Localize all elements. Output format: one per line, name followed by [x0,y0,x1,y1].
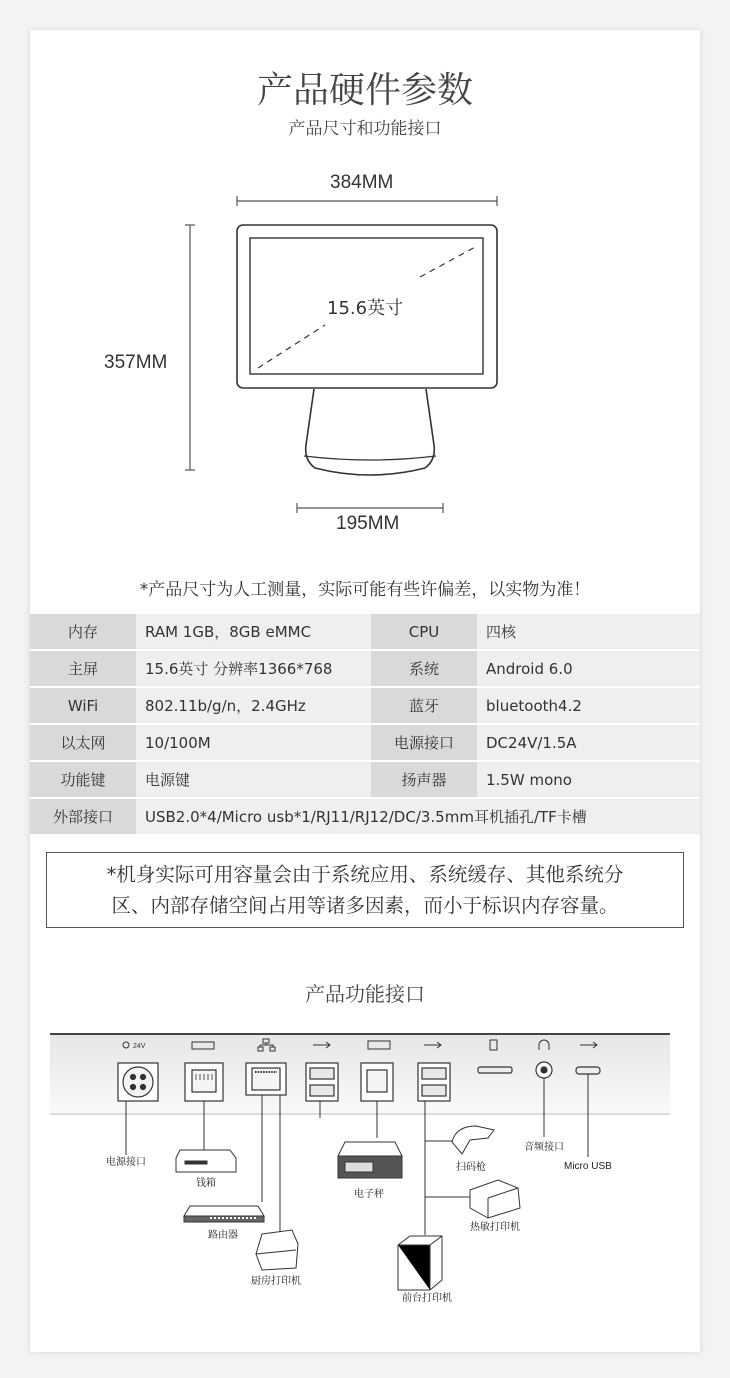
label-kitchen-printer: 厨房打印机 [251,1276,301,1287]
screen-size-label: 15.6英寸 [327,298,404,319]
thermal-printer-device [470,1180,520,1218]
table-row [30,762,700,797]
spec-value: 10/100M [136,725,371,760]
front-printer-device [398,1236,442,1290]
usb-port-pair [306,1063,338,1101]
spec-label: 内存 [30,614,136,649]
spec-value: 四核 [477,614,700,649]
spec-label: CPU [371,614,477,649]
table-row [30,614,700,649]
spec-label: 蓝牙 [371,688,477,723]
spec-label: 主屏 [30,651,136,686]
label-cashbox: 钱箱 [196,1178,216,1189]
spec-value: 1.5W mono [477,762,700,797]
usb-port-pair [418,1063,450,1101]
storage-note-line: *机身实际可用容量会由于系统应用、系统缓存、其他系统分 [106,863,624,886]
table-row [30,799,700,834]
table-row [30,688,700,723]
spec-value: 15.6英寸 分辨率1366*768 [136,651,371,686]
height-dimension-line [185,225,195,470]
storage-note-line: 区、内部存储空间占用等诸多因素，而小于标识内存容量。 [111,894,619,917]
spec-value: 802.11b/g/n，2.4GHz [136,688,371,723]
base-width-label: 195MM [336,513,400,534]
audio-jack [536,1062,552,1078]
label-micro-usb: Micro USB [564,1161,612,1172]
base-dimension-line [297,503,443,513]
interface-diagram [0,1030,730,1310]
storage-note-box [46,852,684,928]
interfaces-title: 产品功能接口 [305,982,425,1006]
page-title: 产品硬件参数 [256,70,473,111]
spec-label: 系统 [371,651,477,686]
spec-label: 扬声器 [371,762,477,797]
spec-value: USB2.0*4/Micro usb*1/RJ11/RJ12/DC/3.5mm耳机插孔/TF卡槽 [136,799,700,834]
label-front-printer: 前台打印机 [402,1293,452,1304]
cashbox-device [176,1150,236,1172]
label-router: 路由器 [208,1230,238,1241]
scanner-device [452,1126,494,1154]
spec-label: 电源接口 [371,725,477,760]
power-voltage-label: 24V [133,1043,146,1050]
spec-value: bluetooth4.2 [477,688,700,723]
table-row [30,651,700,686]
monitor-outline [237,225,497,475]
spec-value: DC24V/1.5A [477,725,700,760]
dc-power-port [118,1063,158,1101]
width-label: 384MM [330,172,394,193]
spec-label: 以太网 [30,725,136,760]
kitchen-printer-device [256,1230,298,1270]
rj11-port [185,1063,223,1101]
spec-table [30,612,700,836]
spec-value: 电源键 [136,762,371,797]
electronic-scale-device [338,1142,402,1178]
device-dimension-drawing [0,160,730,540]
ethernet-port [246,1063,286,1095]
spec-label: 功能键 [30,762,136,797]
label-thermal-printer: 热敏打印机 [470,1222,520,1233]
label-scale: 电子秤 [354,1189,384,1200]
height-label: 357MM [104,352,168,373]
spec-value: RAM 1GB，8GB eMMC [136,614,371,649]
label-power: 电源接口 [106,1157,146,1168]
sd-card-slot [478,1067,512,1073]
spec-label: 外部接口 [30,799,136,834]
table-row [30,725,700,760]
rj12-port [361,1063,393,1101]
label-scanner: 扫码枪 [456,1162,486,1173]
micro-usb-port [576,1067,600,1074]
spec-value: Android 6.0 [477,651,700,686]
measurement-note: *产品尺寸为人工测量，实际可能有些许偏差，以实物为准！ [139,580,591,600]
label-audio: 音频接口 [524,1142,564,1153]
width-dimension-line [237,196,497,206]
page-subtitle: 产品尺寸和功能接口 [288,119,442,139]
router-device [184,1206,264,1222]
spec-label: WiFi [30,688,136,723]
